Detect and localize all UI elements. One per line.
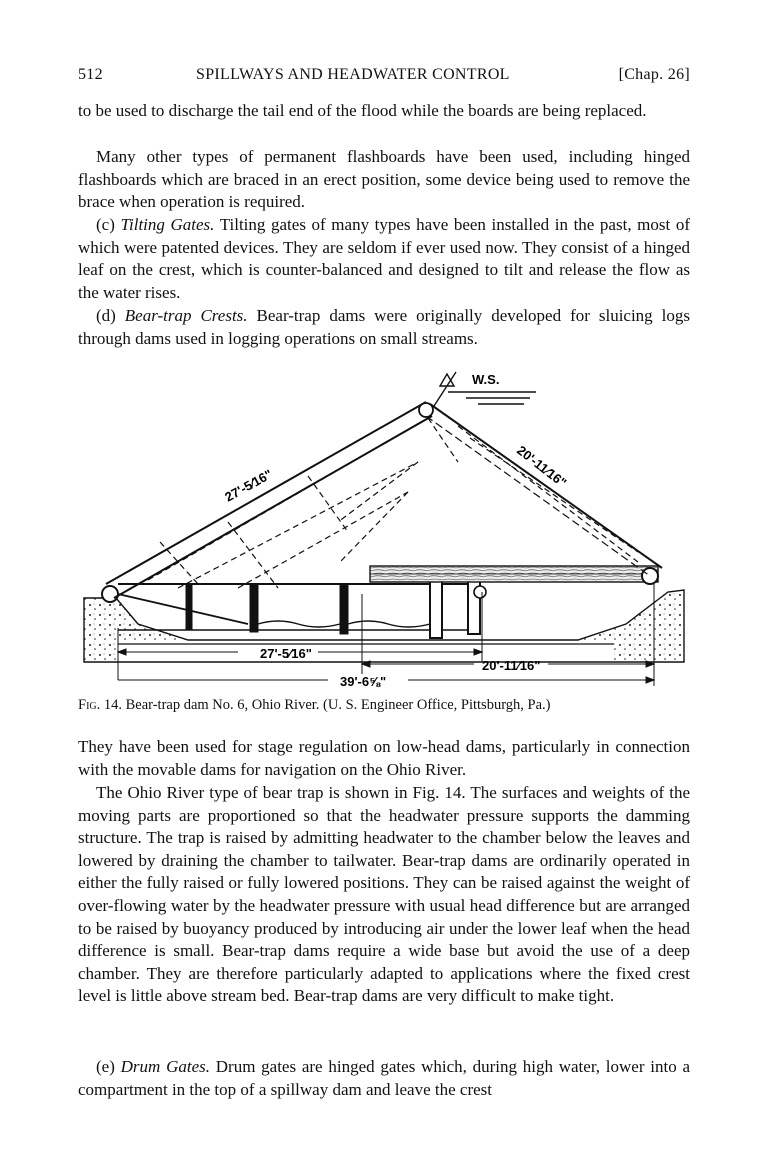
page-number: 512 (78, 66, 103, 83)
crest-hinge (419, 403, 433, 417)
bear-trap-dam-figure (78, 362, 690, 692)
running-title: SPILLWAYS AND HEADWATER CONTROL (196, 66, 510, 83)
dimension-base-left: 27'-5⁄16" (260, 646, 312, 661)
paragraph-stage-regulation (78, 736, 690, 781)
foundation-section (84, 590, 684, 662)
downstream-hinge (102, 586, 118, 602)
paragraph-text: Drum gates are hinged gates which, during high water, lower into a compartment in the top of a spillway dam and leave the crest (78, 1057, 691, 1099)
chapter-reference: [Chap. 26] (618, 66, 690, 83)
lowered-leaf (370, 566, 658, 582)
figure-label: Fig. 14. (78, 697, 122, 713)
section-label: (d) (96, 306, 116, 325)
paragraph-ohio-river-type (78, 782, 690, 1008)
paragraph-text: They have been used for stage regulation on low-head dams, particularly in connection with the movable dams for navigation on the Ohio River. (78, 737, 690, 779)
intermediate-hinge (474, 586, 486, 598)
caption-text: Bear-trap dam No. 6, Ohio River. (U. S. Engineer Office, Pittsburgh, Pa.) (125, 697, 551, 713)
dimension-lower-leaf: 20'-11⁄16" (514, 442, 570, 491)
raised-lower-leaf (430, 404, 662, 568)
paragraph-bear-trap-crests (78, 305, 690, 350)
raised-upper-leaf (106, 402, 426, 584)
dimension-lines (118, 584, 654, 686)
dimension-upper-leaf: 27'-5⁄16" (222, 466, 275, 505)
intermediate-positions (148, 418, 638, 588)
section-label: (e) (96, 1057, 115, 1076)
paragraph-text: to be used to discharge the tail end of the flood while the boards are being replaced. (78, 101, 647, 120)
dimension-base-right: 20'-11⁄16" (482, 658, 541, 673)
paragraph-tilting-gates (78, 214, 690, 304)
paragraph-text: Many other types of permanent flashboards have been used, including hinged flashboards which are braced in an erect position, some device being used to remove the brace when operation is required. (78, 147, 690, 212)
paragraph-flood-discharge (78, 100, 690, 123)
paragraph-text: Tilting gates of many types have been installed in the past, most of which were patented devices. They are seldom if ever used now. They consist of a hinged leaf on the crest, which is counter-balanced and designed to tilt and release the flow as the water rises. (78, 215, 690, 302)
figure-caption (78, 697, 690, 714)
paragraph-text: The Ohio River type of bear trap is shown in Fig. 14. The surfaces and weights of the moving parts are proportioned so that the headwater pressure supports the damming structure. The trap is raised by admitting headwater to the chamber below the leaves and lowered by draining the chamber to tailwater. Bear-trap dams are ordinarily operated in either the fully raised or fully lowered positions. They can be raised against the weight of over-flowing water by the headwater pressure with usual head difference but are arranged to be raised by buoyancy produced by introducing air under the lower leaf when the head difference is small. Bear-trap dams require a wide base but avoid the use of a deep chamber. They are therefore particularly adapted to applications where the fixed crest level is little above stream bed. Bear-trap dams are very difficult to make tight. (78, 783, 690, 1006)
water-surface-label: W.S. (472, 372, 500, 387)
paragraph-drum-gates (78, 1056, 690, 1101)
section-heading: Bear-trap Crests. (124, 306, 248, 325)
section-label: (c) (96, 215, 115, 234)
running-header (78, 66, 690, 90)
paragraph-text: Bear-trap dams were originally developed for sluicing logs through dams used in logging operations on small streams. (78, 306, 690, 348)
dimension-overall: 39'-6⅝" (340, 674, 387, 689)
raised-lower-leaf-inner (426, 416, 650, 576)
section-heading: Drum Gates. (120, 1057, 210, 1076)
section-heading: Tilting Gates. (120, 215, 215, 234)
paragraph-permanent-flashboards (78, 146, 690, 214)
